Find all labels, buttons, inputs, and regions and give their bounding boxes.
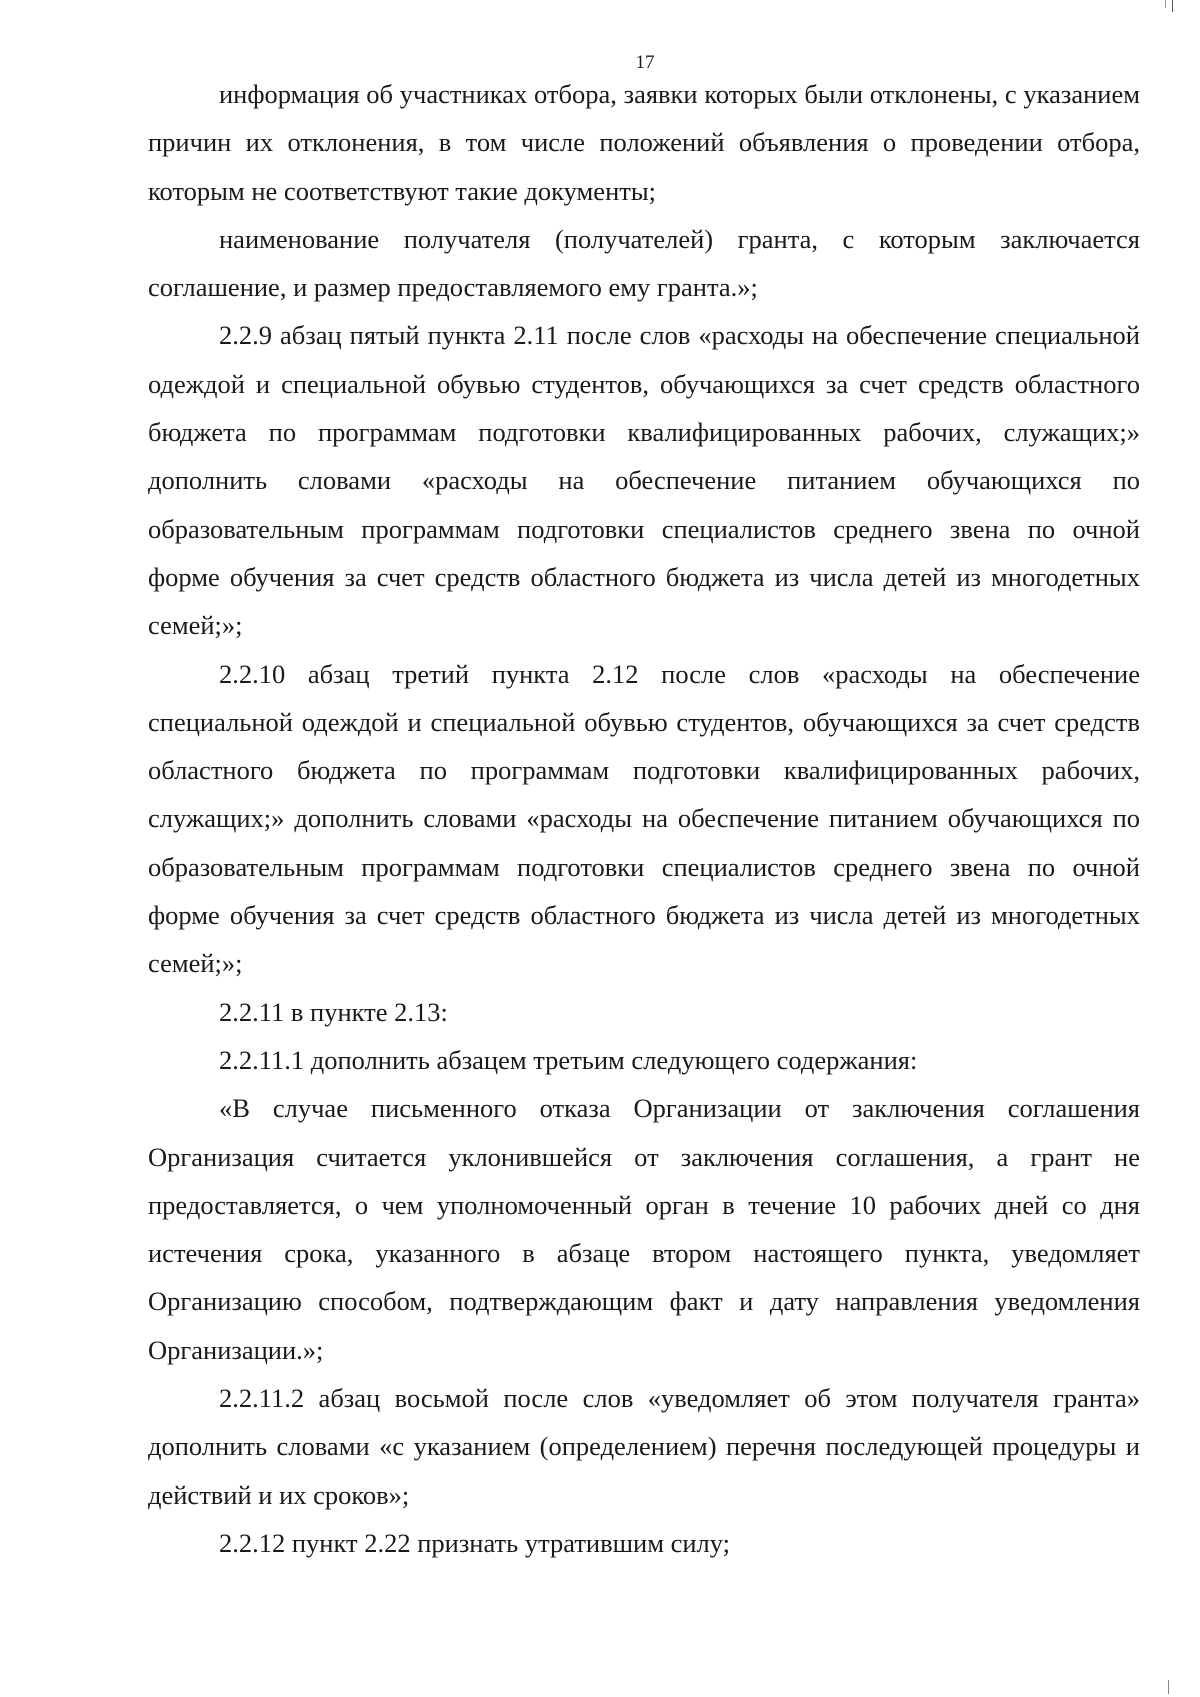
scan-mark-top-right	[1172, 0, 1173, 12]
scan-mark-top-right-2	[1165, 0, 1166, 8]
paragraph-rejected-participants: информация об участниках отбора, заявки которых были отклонены, с указанием причин их отклонения, в том числе положений объявления о проведении отбора, которым не соответствуют такие документы;	[148, 79, 1140, 206]
page-number: 17	[635, 52, 655, 73]
paragraph-2-2-10: 2.2.10 абзац третий пункта 2.12 после слов «расходы на обеспечение специальной одеждой и специальной обувью студентов, обучающихся за счет средств областного бюджета по программам подготовки квалифицированных рабочих, служащих;» дополнить словами «расходы на обеспечение питанием обучающихся по образовательным программам подготовки специалистов среднего звена по очной форме обучения за счет средств областного бюджета из числа детей из многодетных семей;»;	[148, 658, 1140, 979]
paragraph-2-2-11: 2.2.11 в пункте 2.13:	[219, 996, 448, 1027]
paragraph-2-2-11-2: 2.2.11.2 абзац восьмой после слов «уведомляет об этом получателя гранта» дополнить словами «с указанием (определением) перечня последующей процедуры и действий и их сроков»;	[148, 1383, 1140, 1510]
document-body	[148, 70, 1140, 1567]
paragraph-2-2-12: 2.2.12 пункт 2.22 признать утратившим силу;	[219, 1527, 731, 1558]
paragraph-grant-recipient: наименование получателя (получателей) гранта, с которым заключается соглашение, и размер предоставляемого ему гранта.»;	[148, 223, 1140, 303]
paragraph-2-2-11-1: 2.2.11.1 дополнить абзацем третьим следующего содержания:	[219, 1044, 918, 1075]
scan-mark-bottom-right	[1168, 1680, 1169, 1694]
paragraph-quoted-insertion: «В случае письменного отказа Организации от заключения соглашения Организация считается уклонившейся от заключения соглашения, а грант не предоставляется, о чем уполномоченный орган в течение 10 рабочих дней со дня истечения срока, указанного в абзаце втором настоящего пункта, уведомляет Организацию способом, подтверждающим факт и дату направления уведомления Организации.»;	[148, 1093, 1140, 1365]
paragraph-2-2-9: 2.2.9 абзац пятый пункта 2.11 после слов «расходы на обеспечение специальной одеждой и специальной обувью студентов, обучающихся за счет средств областного бюджета по программам подготовки квалифицированных рабочих, служащих;» дополнить словами «расходы на обеспечение питанием обучающихся по образовательным программам подготовки специалистов среднего звена по очной форме обучения за счет средств областного бюджета из числа детей из многодетных семей;»;	[148, 320, 1140, 641]
